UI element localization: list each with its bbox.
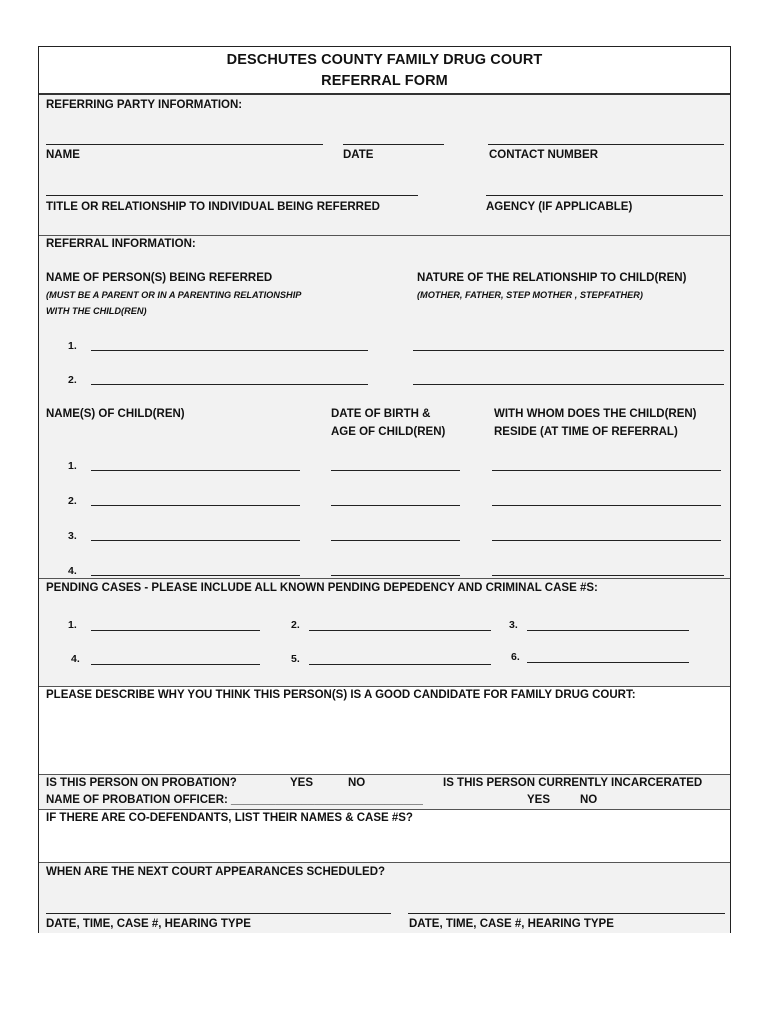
probation-section (39, 775, 730, 809)
title-relationship-field[interactable] (46, 195, 418, 196)
probation-officer-field[interactable]: NAME OF PROBATION OFFICER: ______________________________ (46, 794, 423, 806)
referral-info-heading: REFERRAL INFORMATION: (46, 238, 196, 250)
reside-label-2: RESIDE (AT TIME OF REFERRAL) (494, 426, 678, 438)
child-name-field-2[interactable] (91, 505, 300, 506)
case-number-4: 4. (71, 653, 80, 665)
case-field-6[interactable] (527, 662, 689, 663)
child-dob-field-4[interactable] (331, 575, 460, 576)
dob-label-1: DATE OF BIRTH & (331, 408, 431, 420)
court-appearance-field-2[interactable] (408, 913, 725, 914)
person-number-1: 1. (68, 340, 77, 352)
child-reside-field-4[interactable] (492, 575, 724, 576)
pending-cases-section (39, 579, 730, 686)
codefendants-heading: IF THERE ARE CO-DEFENDANTS, LIST THEIR NAMES & CASE #S? (46, 812, 413, 824)
court-appearance-label-1: DATE, TIME, CASE #, HEARING TYPE (46, 918, 251, 930)
court-appearances-section (39, 863, 730, 933)
date-label: DATE (343, 149, 374, 161)
person-name-field-1[interactable] (91, 350, 368, 351)
contact-number-field[interactable] (488, 144, 724, 145)
child-reside-field-1[interactable] (492, 470, 721, 471)
case-field-1[interactable] (91, 630, 260, 631)
court-appearance-label-2: DATE, TIME, CASE #, HEARING TYPE (409, 918, 614, 930)
child-reside-field-2[interactable] (492, 505, 721, 506)
date-field[interactable] (343, 144, 444, 145)
person-number-2: 2. (68, 374, 77, 386)
candidate-heading: PLEASE DESCRIBE WHY YOU THINK THIS PERSON(S) IS A GOOD CANDIDATE FOR FAMILY DRUG COURT: (46, 689, 636, 701)
person-name-field-2[interactable] (91, 384, 368, 385)
contact-number-label: CONTACT NUMBER (489, 149, 599, 161)
name-field[interactable] (46, 144, 323, 145)
probation-question: IS THIS PERSON ON PROBATION? (46, 777, 237, 789)
child-dob-field-2[interactable] (331, 505, 460, 506)
child-dob-field-3[interactable] (331, 540, 460, 541)
case-number-3: 3. (509, 619, 518, 631)
person-relationship-field-1[interactable] (413, 350, 724, 351)
case-number-5: 5. (291, 653, 300, 665)
agency-label: AGENCY (IF APPLICABLE) (486, 201, 633, 213)
case-field-3[interactable] (527, 630, 689, 631)
case-field-2[interactable] (309, 630, 491, 631)
agency-field[interactable] (486, 195, 723, 196)
referral-info-section (39, 236, 730, 578)
dob-label-2: AGE OF CHILD(REN) (331, 426, 446, 438)
title-relationship-label: TITLE OR RELATIONSHIP TO INDIVIDUAL BEING REFERRED (46, 201, 380, 213)
incarcerated-question: IS THIS PERSON CURRENTLY INCARCERATED (443, 777, 703, 789)
referral-form (38, 46, 731, 933)
probation-yes-option[interactable]: YES (290, 777, 314, 789)
case-number-6: 6. (511, 651, 520, 663)
reside-label-1: WITH WHOM DOES THE CHILD(REN) (494, 408, 697, 420)
court-appearance-field-1[interactable] (46, 913, 391, 914)
child-reside-field-3[interactable] (492, 540, 721, 541)
relationship-label: NATURE OF THE RELATIONSHIP TO CHILD(REN) (417, 272, 687, 284)
case-field-5[interactable] (309, 664, 491, 665)
incarcerated-no-option[interactable]: NO (580, 794, 598, 806)
person-relationship-field-2[interactable] (413, 384, 724, 385)
child-number-4: 4. (68, 565, 77, 577)
referring-party-section (39, 95, 730, 235)
persons-referred-note-2: WITH THE CHILD(REN) (46, 306, 147, 316)
codefendants-section[interactable] (39, 810, 730, 862)
persons-referred-note-1: (MUST BE A PARENT OR IN A PARENTING RELATIONSHIP (46, 290, 302, 300)
persons-referred-label: NAME OF PERSON(S) BEING REFERRED (46, 272, 273, 284)
probation-no-option[interactable]: NO (348, 777, 366, 789)
child-name-field-4[interactable] (91, 575, 300, 576)
child-dob-field-1[interactable] (331, 470, 460, 471)
child-number-2: 2. (68, 495, 77, 507)
form-title-line1: DESCHUTES COUNTY FAMILY DRUG COURT (226, 52, 543, 68)
form-title-line2: REFERRAL FORM (321, 73, 448, 89)
children-names-label: NAME(S) OF CHILD(REN) (46, 408, 185, 420)
child-number-3: 3. (68, 530, 77, 542)
case-number-1: 1. (68, 619, 77, 631)
case-field-4[interactable] (91, 664, 260, 665)
court-appearances-heading: WHEN ARE THE NEXT COURT APPEARANCES SCHEDULED? (46, 866, 386, 878)
incarcerated-yes-option[interactable]: YES (527, 794, 551, 806)
child-name-field-1[interactable] (91, 470, 300, 471)
name-label: NAME (46, 149, 80, 161)
child-name-field-3[interactable] (91, 540, 300, 541)
case-number-2: 2. (291, 619, 300, 631)
candidate-section[interactable] (39, 687, 730, 774)
referring-party-heading: REFERRING PARTY INFORMATION: (46, 99, 243, 111)
child-number-1: 1. (68, 460, 77, 472)
pending-cases-heading: PENDING CASES - PLEASE INCLUDE ALL KNOWN PENDING DEPEDENCY AND CRIMINAL CASE #S: (46, 582, 598, 594)
relationship-note: (MOTHER, FATHER, STEP MOTHER , STEPFATHER) (417, 290, 643, 300)
